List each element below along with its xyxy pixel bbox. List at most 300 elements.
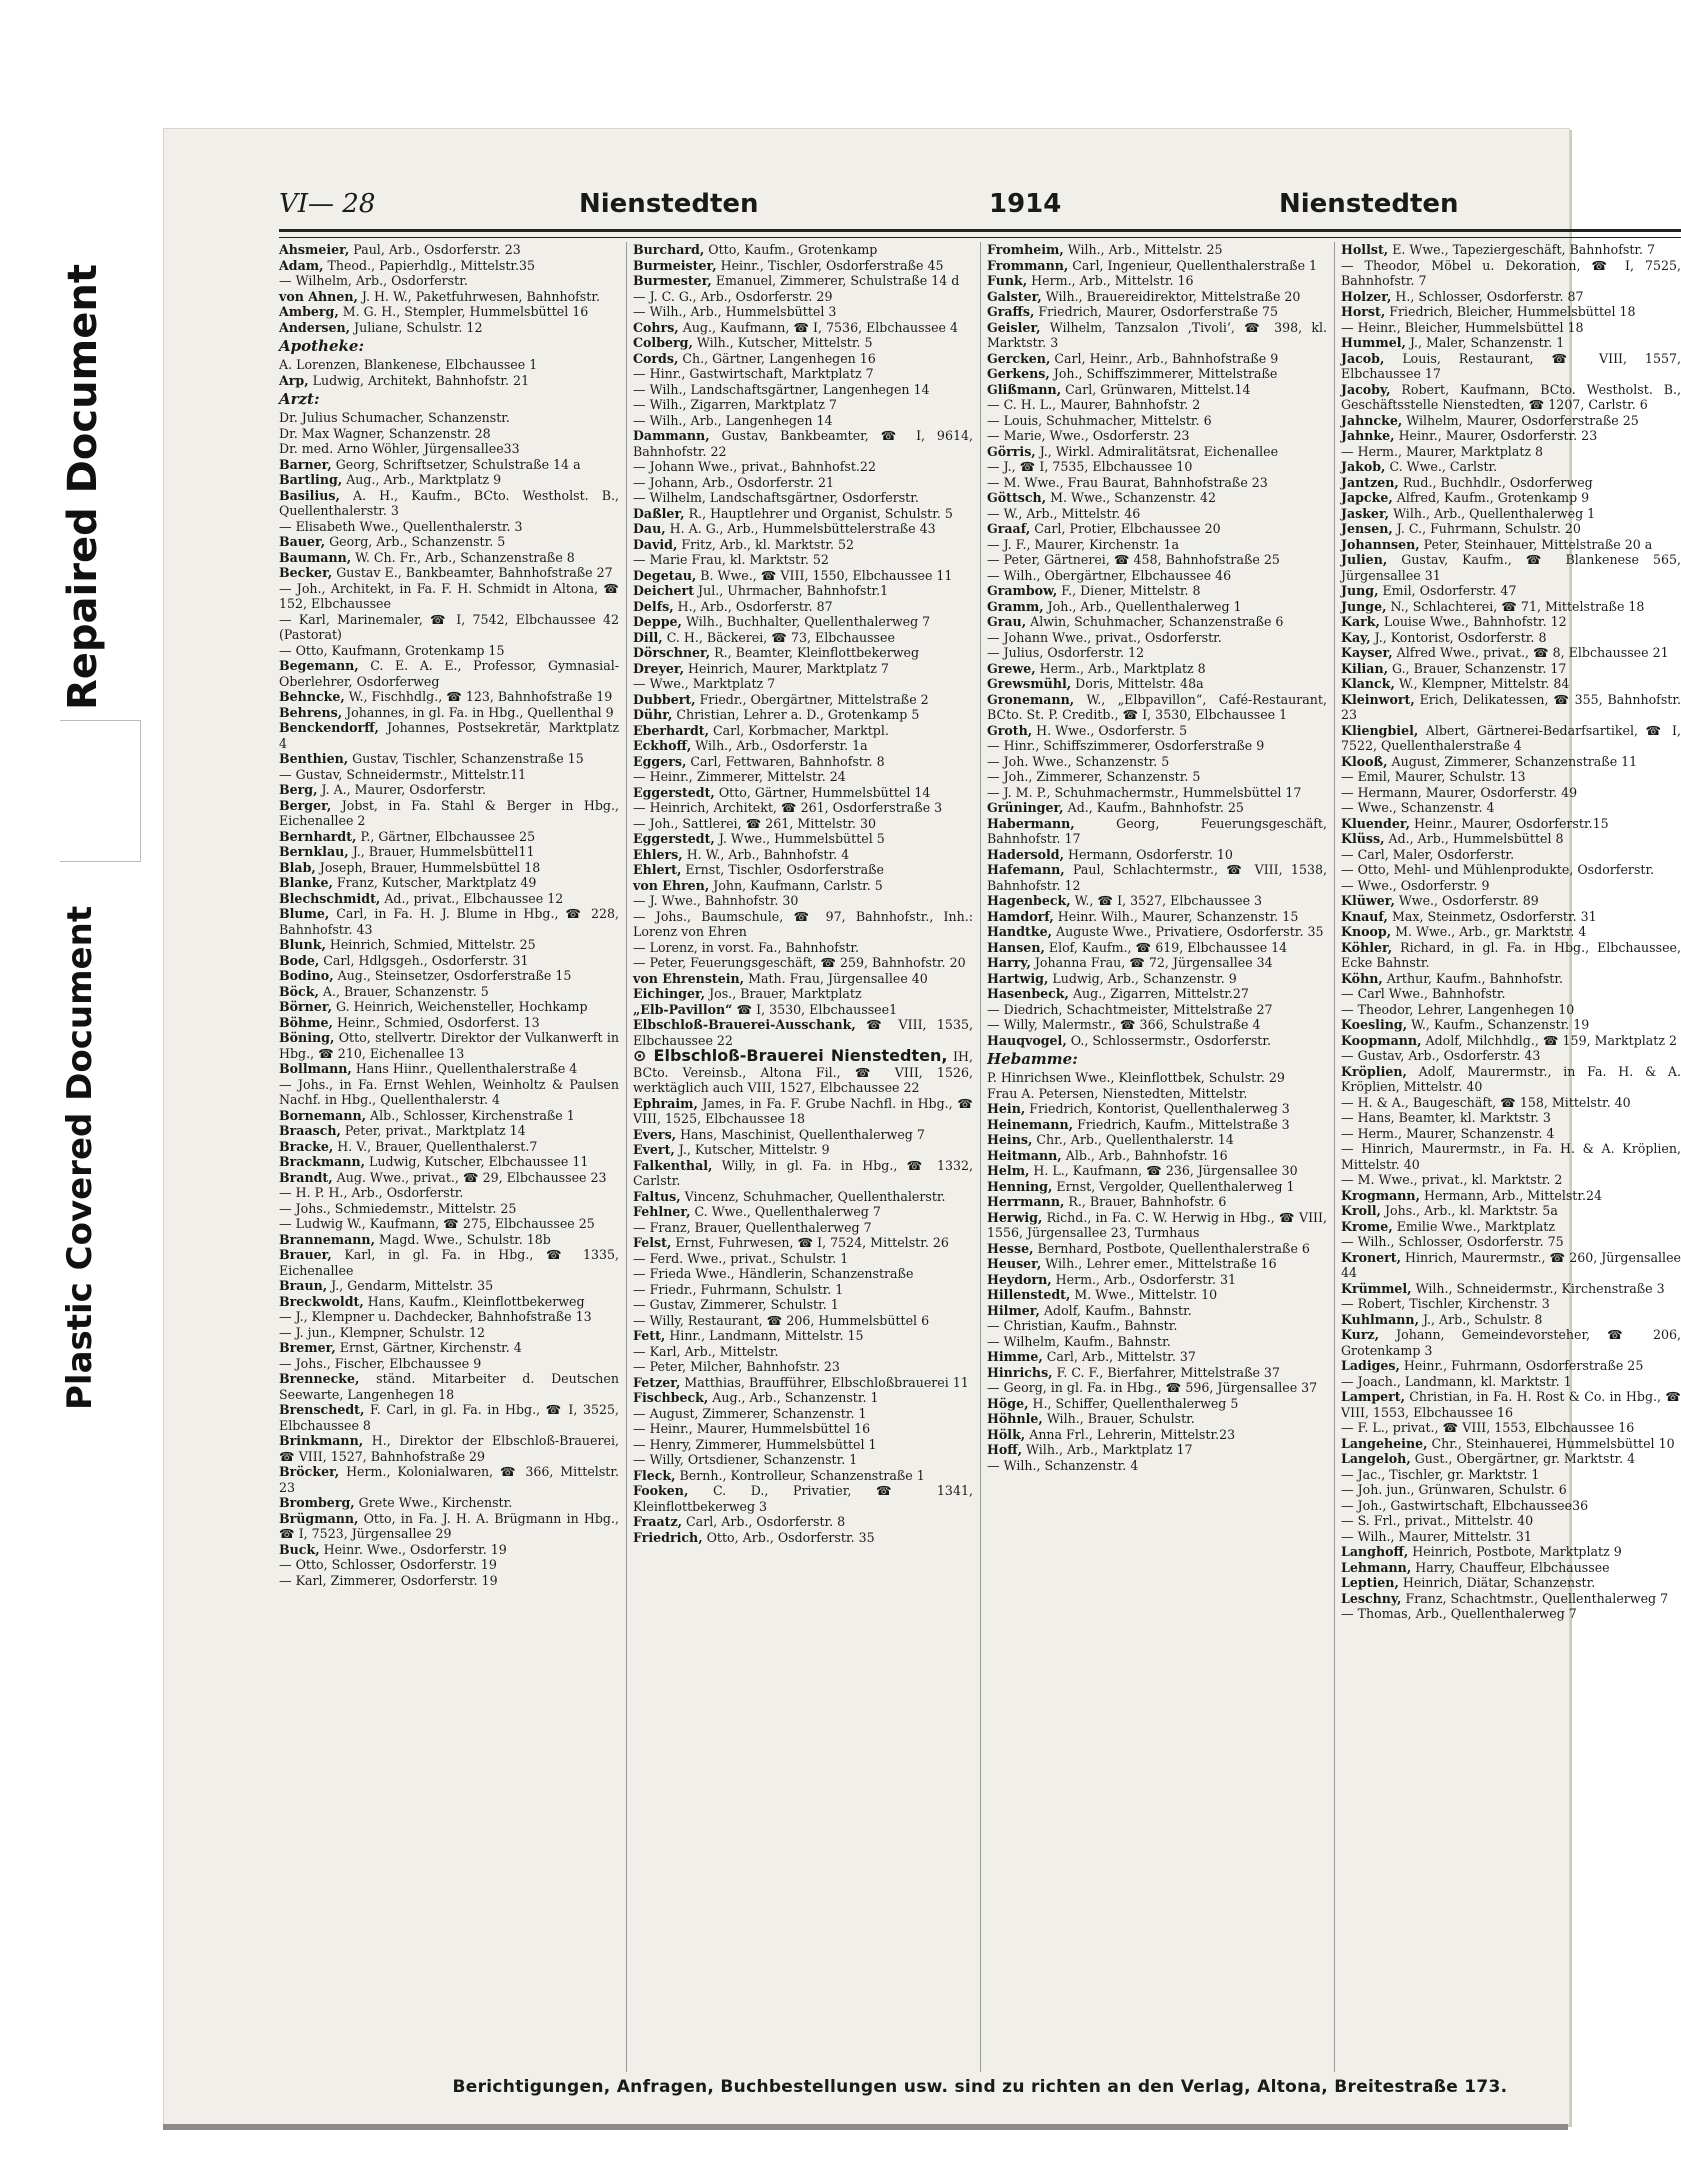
entry-text: Frau A. Petersen, Nienstedten, Mittelstr. [987, 1085, 1248, 1101]
directory-entry [633, 1421, 973, 1437]
entry-name: Hölk, [987, 1426, 1026, 1442]
directory-entry [987, 754, 1327, 770]
entry-name: Begemann, [279, 658, 359, 673]
directory-entry [633, 1220, 973, 1236]
entry-text: Emil, Osdorferstr. 47 [1382, 583, 1517, 598]
entry-name: Fetzer, [633, 1374, 681, 1390]
entry-text: Harry, Chauffeur, Elbchaussee [1415, 1559, 1610, 1575]
directory-entry [279, 519, 619, 535]
directory-entry [279, 829, 619, 845]
directory-entry [1341, 1358, 1681, 1374]
directory-entry [633, 1452, 973, 1468]
entry-name: Kliengbiel, [1341, 722, 1419, 738]
directory-entry [279, 1557, 619, 1573]
entry-text: ☎ I, 3530, Elbchaussee1 [736, 1001, 898, 1017]
directory-entry [279, 426, 619, 442]
directory-entry [279, 258, 619, 274]
directory-entry [1341, 692, 1681, 723]
directory-entry [1341, 1296, 1681, 1312]
entry-name: Brandt, [279, 1169, 333, 1185]
entry-name: Blume, [279, 906, 330, 921]
entry-text: Friedrich, Kaufm., Mittelstraße 3 [1077, 1116, 1290, 1132]
entry-name: Hasenbeck, [987, 986, 1069, 1001]
directory-entry [279, 1371, 619, 1402]
entry-text: R., Hauptlehrer und Organist, Schulstr. 5 [688, 505, 953, 521]
entry-text: — Johann, Arb., Osdorferstr. 21 [633, 474, 835, 490]
directory-entry [1341, 289, 1681, 305]
entry-name: Jasker, [1341, 505, 1390, 521]
entry-text: — Ferd. Wwe., privat., Schulstr. 1 [633, 1250, 849, 1266]
entry-name: Leschny, [1341, 1590, 1402, 1606]
entry-text: — Heinr., Maurer, Hummelsbüttel 16 [633, 1421, 871, 1436]
directory-entry [987, 1334, 1327, 1350]
entry-text: — Peter, Gärtnerei, ☎ 458, Bahnhofstraße 25 [987, 552, 1280, 567]
entry-text: Hans, Kaufm., Kleinflottbekerweg [367, 1293, 585, 1309]
directory-entry [987, 1256, 1327, 1272]
entry-text: Joh., Schiffszimmerer, Mittelstraße [1053, 366, 1278, 381]
entry-name: Funk, [987, 273, 1028, 288]
column-divider [626, 242, 627, 2072]
entry-text: — W., Arb., Mittelstr. 46 [987, 505, 1141, 521]
entry-text: Grete Wwe., Kirchenstr. [358, 1495, 513, 1510]
directory-entry [633, 1437, 973, 1453]
directory-entry [987, 1241, 1327, 1257]
entry-text: Alwin, Schuhmacher, Schanzenstraße 6 [1030, 614, 1284, 629]
entry-text: Carl, Protier, Elbchaussee 20 [1034, 521, 1221, 536]
entry-text: M. Wwe., Schanzenstr. 42 [1050, 490, 1216, 505]
entry-name: Langeheine, [1341, 1435, 1428, 1451]
entry-text: — J. F., Maurer, Kirchenstr. 1a [987, 536, 1179, 552]
entry-text: — Johs., Schmiedemstr., Mittelstr. 25 [279, 1200, 517, 1216]
entry-text: August, Zimmerer, Schanzenstraße 11 [1391, 753, 1638, 769]
entry-text: — J., ☎ I, 7535, Elbchaussee 10 [987, 459, 1193, 474]
entry-name: Kay, [1341, 629, 1371, 645]
entry-name: Bromberg, [279, 1495, 355, 1510]
directory-entry [1341, 614, 1681, 630]
directory-entry [633, 459, 973, 475]
directory-entry [633, 273, 973, 289]
entry-name: Hagenbeck, [987, 893, 1071, 908]
entry-text: Ludwig, Architekt, Bahnhofstr. 21 [312, 372, 530, 388]
entry-text: — Herm., Maurer, Marktplatz 8 [1341, 443, 1544, 459]
entry-name: Bernklau, [279, 844, 349, 859]
entry-text: G. Heinrich, Weichensteller, Hochkamp [335, 999, 588, 1014]
directory-entry [987, 1287, 1327, 1303]
directory-entry [633, 862, 973, 878]
entry-name: Eichinger, [633, 986, 706, 1001]
section-heading: Apotheke: [279, 337, 364, 355]
directory-entry [279, 273, 619, 289]
entry-text: C. Wwe., Quellenthalerweg 7 [694, 1204, 881, 1219]
entry-name: Fehlner, [633, 1204, 691, 1219]
entry-text: Alfred, Kaufm., Grotenkamp 9 [1396, 490, 1590, 505]
entry-text: — Joh. jun., Grünwaren, Schulstr. 6 [1341, 1482, 1567, 1497]
label-tab [60, 720, 141, 862]
entry-name: Frommann, [987, 257, 1069, 273]
page-number: VI— 28 [279, 189, 376, 219]
page-header [279, 189, 1681, 229]
entry-name: Dühr, [633, 707, 673, 722]
entry-text: H., Arb., Osdorferstr. 87 [677, 598, 833, 614]
entry-text: H. Wwe., Osdorferstr. 5 [1036, 722, 1188, 738]
directory-entry [279, 1402, 619, 1433]
entry-text: — Karl, Arb., Mittelstr. [633, 1343, 779, 1359]
entry-name: Hein, [987, 1101, 1026, 1116]
entry-name: Galster, [987, 288, 1042, 304]
entry-text: — Christian, Kaufm., Bahnstr. [987, 1318, 1178, 1333]
entry-text: F., Diener, Mittelstr. 8 [1061, 583, 1201, 598]
entry-text: — Wilh., Obergärtner, Elbchaussee 46 [987, 567, 1232, 583]
directory-entry [1341, 986, 1681, 1002]
directory-entry [987, 971, 1327, 987]
entry-text: Carl, Arb., Osdorferstr. 8 [686, 1514, 846, 1529]
directory-entry [279, 534, 619, 550]
entry-text: ständ. Mitarbeiter d. Deutschen Seewarte, Langenhegen 18 [279, 1371, 619, 1402]
entry-text: Dr. med. Arno Wöhler, Jürgensallee33 [279, 441, 520, 456]
directory-entry [633, 1359, 973, 1375]
entry-text: Wwe., Osdorferstr. 89 [1398, 893, 1539, 908]
entry-name: Behncke, [279, 689, 345, 704]
entry-text: Georg, Schriftsetzer, Schulstraße 14 a [335, 456, 581, 472]
directory-entry [1341, 1110, 1681, 1126]
entry-name: Holzer, [1341, 288, 1392, 304]
entry-text: H., Schlosser, Osdorferstr. 87 [1395, 288, 1584, 304]
entry-name: Hummel, [1341, 335, 1406, 350]
entry-text: — F. L., privat., ☎ VIII, 1553, Elbchaussee 16 [1341, 1420, 1635, 1435]
entry-text: Wilh., Brauereidirektor, Mittelstraße 20 [1045, 288, 1301, 304]
entry-name: Dammann, [633, 428, 710, 443]
directory-entry [1341, 754, 1681, 770]
entry-text: Gustav E., Bankbeamter, Bahnhofstraße 27 [336, 565, 613, 580]
entry-name: Horst, [1341, 304, 1386, 319]
entry-text: Dr. Julius Schumacher, Schanzenstr. [279, 410, 510, 425]
directory-entry [279, 1061, 619, 1077]
entry-name: Heydorn, [987, 1271, 1052, 1287]
entry-name: Brennecke, [279, 1371, 360, 1386]
entry-text: Gustav, Bankbeamter, ☎ I, 9614, Bahnhofstr. 22 [633, 428, 973, 459]
entry-name: Heitmann, [987, 1147, 1062, 1163]
entry-text: F. C. F., Bierfahrer, Mittelstraße 37 [1056, 1364, 1280, 1380]
entry-text: H. L., Kaufmann, ☎ 236, Jürgensallee 30 [1033, 1163, 1298, 1178]
entry-name: Jensen, [1341, 521, 1393, 536]
directory-entry [1341, 862, 1681, 878]
directory-entry [1341, 599, 1681, 615]
directory-entry [633, 242, 973, 258]
directory-entry [987, 630, 1327, 646]
entry-text: — H. P. H., Arb., Osdorferstr. [279, 1185, 464, 1200]
directory-entry [987, 583, 1327, 599]
directory-entry [1341, 351, 1681, 382]
entry-text: W. Ch. Fr., Arb., Schanzenstraße 8 [355, 549, 575, 565]
directory-entry [1341, 583, 1681, 599]
entry-text: — J., Klempner u. Dachdecker, Bahnhofstraße 13 [279, 1309, 592, 1324]
entry-text: James, in Fa. F. Grube Nachfl. in Hbg., ☎ VIII, 1525, Elbchaussee 18 [633, 1095, 973, 1126]
entry-name: Krome, [1341, 1218, 1393, 1234]
directory-entry [633, 630, 973, 646]
entry-name: Fromheim, [987, 242, 1064, 257]
directory-entry [1341, 893, 1681, 909]
directory-entry [279, 550, 619, 566]
directory-entry [1341, 1529, 1681, 1545]
page-footer: Berichtigungen, Anfragen, Buchbestellungen usw. sind zu richten an den Verlag, Altona, Breitestraße 173. [452, 2077, 1508, 2097]
directory-entry [987, 862, 1327, 893]
directory-entry [1341, 304, 1681, 320]
directory-entry [633, 1096, 973, 1127]
entry-text: Friedr., Obergärtner, Mittelstraße 2 [699, 691, 929, 707]
directory-entry [1341, 475, 1681, 491]
entry-text: Adolf, Kaufm., Bahnstr. [1043, 1302, 1192, 1318]
entry-text: Ad., Arb., Hummelsbüttel 8 [1388, 831, 1564, 846]
directory-entry [633, 1002, 973, 1018]
directory-entry [987, 1101, 1327, 1117]
entry-text: Chr., Steinhauerei, Hummelsbüttel 10 [1431, 1435, 1675, 1451]
entry-name: Böck, [279, 983, 319, 999]
entry-text: — Friedr., Fuhrmann, Schulstr. 1 [633, 1281, 844, 1297]
directory-entry [1341, 1095, 1681, 1111]
entry-name: Evers, [633, 1126, 677, 1142]
directory-entry [1341, 428, 1681, 444]
entry-name: Kayser, [1341, 645, 1393, 660]
directory-entry [987, 661, 1327, 677]
directory-entry [279, 643, 619, 659]
entry-text: Jobst, in Fa. Stahl & Berger in Hbg., Eichenallee 2 [279, 797, 619, 828]
entry-text: Carl, Hdlgsgeh., Osdorferstr. 31 [323, 952, 529, 968]
directory-entry [987, 738, 1327, 754]
entry-text: IH, BCto. Vereinsb., Altona Fil., ☎ VIII, 1526, werktäglich auch VIII, 1527, Elbchaussee 22 [633, 1049, 973, 1095]
entry-text: — Joach., Landmann, kl. Marktstr. 1 [1341, 1373, 1572, 1389]
entry-text: J., Gendarm, Mittelstr. 35 [331, 1278, 494, 1293]
entry-name: Höge, [987, 1395, 1029, 1411]
directory-entry [633, 289, 973, 305]
entry-text: Hinr., Landmann, Mittelstr. 15 [669, 1328, 864, 1343]
directory-entry [987, 1194, 1327, 1210]
directory-entry [633, 397, 973, 413]
entry-text: — Johann Wwe., privat., Bahnhofst.22 [633, 459, 876, 474]
directory-entry [633, 428, 973, 459]
directory-entry [1341, 831, 1681, 847]
entry-text: — Wilh., Maurer, Mittelstr. 31 [1341, 1528, 1532, 1544]
entry-name: Höhnle, [987, 1411, 1043, 1426]
entry-text: — August, Zimmerer, Schanzenstr. 1 [633, 1405, 867, 1421]
entry-name: Breckwoldt, [279, 1293, 364, 1309]
entry-text: — Diedrich, Schachtmeister, Mittelstraße 27 [987, 1001, 1273, 1017]
entry-text: Hermann, Osdorferstr. 10 [1068, 846, 1233, 862]
directory-entry [1341, 1281, 1681, 1297]
entry-text: Heinr., Maurer, Osdorferstr.15 [1414, 815, 1609, 831]
directory-entry [987, 289, 1327, 305]
entry-text: Paul, Arb., Osdorferstr. 23 [353, 242, 521, 257]
side-labels [60, 150, 150, 1410]
entry-name: Becker, [279, 565, 333, 580]
entry-name: Hillenstedt, [987, 1287, 1071, 1302]
directory-entry [1341, 878, 1681, 894]
entry-name: Kronert, [1341, 1249, 1401, 1265]
entry-text: M. G. H., Stempler, Hummelsbüttel 16 [342, 304, 589, 319]
directory-entry [1341, 506, 1681, 522]
entry-text: H. W., Arb., Bahnhofstr. 4 [686, 846, 850, 862]
entry-name: Fischbeck, [633, 1390, 709, 1405]
directory-entry [633, 1406, 973, 1422]
entry-name: Gerkens, [987, 366, 1050, 381]
entry-name: Elbschloß-Brauerei-Ausschank, [633, 1017, 856, 1032]
entry-text: — Willy, Restaurant, ☎ 206, Hummelsbüttel 6 [633, 1312, 930, 1328]
directory-entry [633, 1530, 973, 1546]
directory-entry [1341, 242, 1681, 258]
entry-text: Carl, in Fa. H. J. Blume in Hbg., ☎ 228, Bahnhofstr. 43 [279, 906, 619, 937]
entry-text: — Joh., Zimmerer, Schanzenstr. 5 [987, 769, 1201, 784]
entry-name: Andersen, [279, 319, 351, 335]
directory-entry [633, 940, 973, 956]
entry-text: J., Kontorist, Osdorferstr. 8 [1374, 629, 1547, 645]
directory-entry [279, 658, 619, 689]
directory-entry [1341, 1436, 1681, 1452]
directory-entry [279, 1464, 619, 1495]
entry-text: Carl, Heinr., Arb., Bahnhofstraße 9 [1054, 350, 1279, 366]
entry-text: Erich, Delikatessen, ☎ 355, Bahnhofstr. 23 [1341, 691, 1681, 722]
directory-entry [279, 1247, 619, 1278]
entry-text: — Karl, Marinemaler, ☎ I, 7542, Elbchaussee 42 (Pastorat) [279, 611, 619, 642]
entry-name: Klanck, [1341, 676, 1395, 691]
entry-name: Barner, [279, 456, 332, 472]
entry-name: Johannsen, [1341, 536, 1420, 552]
entry-text: Carl, Arb., Mittelstr. 37 [1046, 1349, 1196, 1364]
directory-entry [279, 844, 619, 860]
directory-entry [633, 955, 973, 971]
entry-text: Magd. Wwe., Schulstr. 18b [378, 1231, 551, 1247]
entry-name: Böning, [279, 1030, 335, 1045]
directory-entry [279, 565, 619, 581]
entry-text: W., Klempner, Mittelstr. 84 [1398, 676, 1570, 691]
directory-entry [987, 537, 1327, 553]
directory-entry [1341, 816, 1681, 832]
directory-entry [1341, 1312, 1681, 1328]
entry-text: — Marie Frau, kl. Marktstr. 52 [633, 552, 829, 567]
entry-name: Braun, [279, 1278, 328, 1293]
entry-text: — J. C. G., Arb., Osdorferstr. 29 [633, 288, 833, 304]
entry-text: Hinrich, Maurermstr., ☎ 260, Jürgensallee 44 [1341, 1249, 1681, 1280]
entry-name: Herwig, [987, 1209, 1043, 1225]
directory-entry [987, 723, 1327, 739]
entry-name: Bartling, [279, 472, 343, 487]
directory-entry [987, 1396, 1327, 1412]
entry-text: Friedrich, Bleicher, Hummelsbüttel 18 [1389, 304, 1636, 319]
entry-name: Brackmann, [279, 1154, 366, 1169]
entry-text: — Lorenz, in vorst. Fa., Bahnhofstr. [633, 939, 860, 955]
entry-text: — Wilhelm, Arb., Osdorferstr. [279, 273, 468, 288]
directory-entry [633, 831, 973, 847]
entry-text: Christian, in Fa. H. Rost & Co. in Hbg., ☎ VIII, 1553, Elbchaussee 16 [1341, 1389, 1681, 1420]
entry-text: Ernst, Fuhrwesen, ☎ I, 7524, Mittelstr. 26 [675, 1235, 949, 1250]
directory-entry [1341, 630, 1681, 646]
directory-entry [1341, 1172, 1681, 1188]
entry-text: — H. & A., Baugeschäft, ☎ 158, Mittelstr. 40 [1341, 1094, 1631, 1110]
directory-entry [633, 769, 973, 785]
entry-name: Knoop, [1341, 924, 1392, 939]
entry-name: Kuhlmann, [1341, 1311, 1419, 1327]
directory-entry [987, 459, 1327, 475]
entry-text: — Johs., Baumschule, ☎ 97, Bahnhofstr., Inh.: Lorenz von Ehren [633, 908, 973, 939]
entry-name: Grewsmühl, [987, 676, 1072, 691]
entry-text: Heinrich, Postbote, Marktplatz 9 [1412, 1544, 1622, 1559]
directory-entry [987, 475, 1327, 491]
directory-entry [279, 937, 619, 953]
entry-text: — Henry, Zimmerer, Hummelsbüttel 1 [633, 1436, 877, 1452]
directory-entry [987, 273, 1327, 289]
directory-entry [1341, 1575, 1681, 1591]
entry-name: Faltus, [633, 1188, 681, 1204]
directory-entry [633, 661, 973, 677]
directory-entry [987, 320, 1327, 351]
entry-text: Richard, in gl. Fa. in Hbg., Elbchaussee, Ecke Bahnstr. [1341, 939, 1681, 970]
entry-name: Deppe, [633, 614, 682, 629]
directory-entry [1341, 1467, 1681, 1483]
directory-entry [1341, 1234, 1681, 1250]
entry-name: Dau, [633, 521, 666, 536]
entry-text: — Hinrich, Maurermstr., in Fa. H. & A. Kröplien, Mittelstr. 40 [1341, 1141, 1681, 1172]
directory-entry [1341, 382, 1681, 413]
entry-text: J. Wwe., Hummelsbüttel 5 [718, 831, 885, 846]
entry-text: Herm., Arb., Mittelstr. 16 [1031, 273, 1194, 288]
entry-name: Brügmann, [279, 1510, 359, 1526]
directory-entry [633, 366, 973, 382]
directory-entry [633, 568, 973, 584]
entry-name: Grambow, [987, 583, 1058, 598]
entry-text: — Peter, Milcher, Bahnhofstr. 23 [633, 1359, 840, 1374]
entry-text: Wilh., Arb., Quellenthalerweg 1 [1393, 505, 1596, 521]
entry-text: Anna Frl., Lehrerin, Mittelstr.23 [1029, 1426, 1236, 1442]
entry-text: — Joh., Sattlerei, ☎ 261, Mittelstr. 30 [633, 815, 877, 831]
entry-name: Dörschner, [633, 645, 711, 660]
directory-entry [987, 1117, 1327, 1133]
entry-text: — Elisabeth Wwe., Quellenthalerstr. 3 [279, 518, 523, 534]
directory-entry [633, 676, 973, 692]
entry-name: Böhme, [279, 1014, 333, 1030]
directory-entry [1341, 1017, 1681, 1033]
entry-text: — Wilhelm, Landschaftsgärtner, Osdorferstr. [633, 490, 919, 505]
entry-text: — Wilhelm, Kaufm., Bahnstr. [987, 1333, 1171, 1349]
entry-text: — Wilh., Arb., Langenhegen 14 [633, 412, 833, 428]
directory-entry [279, 1030, 619, 1061]
entry-name: Blab, [279, 859, 316, 875]
directory-entry [633, 1189, 973, 1205]
entry-text: Ernst, Gärtner, Kirchenstr. 4 [339, 1340, 522, 1355]
directory-entry [633, 785, 973, 801]
entry-text: Dr. Max Wagner, Schanzenstr. 28 [279, 425, 491, 441]
directory-entry [633, 878, 973, 894]
entry-name: Bracke, [279, 1138, 334, 1154]
directory-entry [1341, 1033, 1681, 1049]
directory-entry [987, 940, 1327, 956]
entry-name: Jakob, [1341, 459, 1386, 474]
entry-name: Grewe, [987, 660, 1036, 676]
entry-highlight-name: ⊙ Elbschloß-Brauerei Nienstedten, [633, 1046, 948, 1065]
entry-text: — J. Wwe., Bahnhofstr. 30 [633, 893, 799, 908]
directory-entry [987, 382, 1327, 398]
entry-text: H., Schiffer, Quellenthalerweg 5 [1032, 1395, 1239, 1411]
entry-text: — Georg, in gl. Fa. in Hbg., ☎ 596, Jürgensallee 37 [987, 1380, 1318, 1395]
entry-name: Fett, [633, 1328, 666, 1343]
entry-text: Hermann, Arb., Mittelstr.24 [1424, 1187, 1603, 1203]
directory-entry [633, 1251, 973, 1267]
entry-name: Dill, [633, 629, 663, 645]
entry-name: David, [633, 536, 678, 552]
entry-name: Kluender, [1341, 815, 1410, 831]
directory-entry [279, 289, 619, 305]
directory-entry [987, 1086, 1327, 1102]
directory-entry [1341, 909, 1681, 925]
directory-entry [633, 847, 973, 863]
entry-name: Habermann, [987, 815, 1075, 831]
